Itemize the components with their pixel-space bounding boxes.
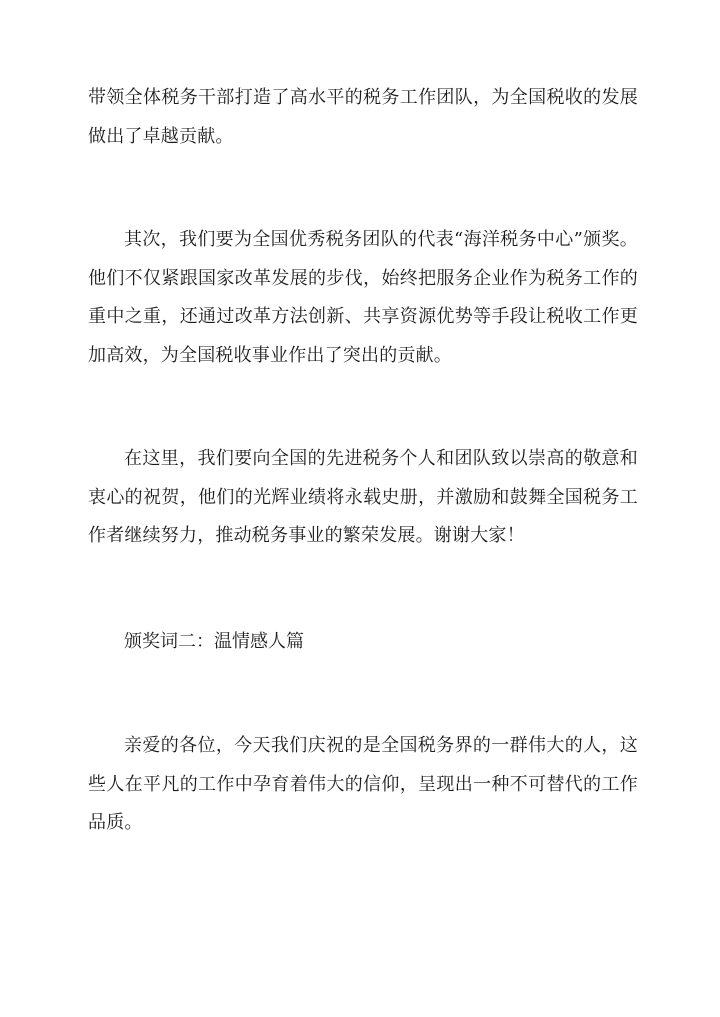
section-heading: 颁奖词二：温情感人篇 — [124, 631, 304, 652]
paragraph-continuation: 带领全体税务干部打造了高水平的税务工作团队，为全国税收的发展做出了卓越贡献。 — [88, 87, 638, 147]
paragraph-award-team: 其次，我们要为全国优秀税务团队的代表“海洋税务中心”颁奖。他们不仅紧跟国家改革发展的步伐，始终把服务企业作为税务工作的重中之重，还通过改革方法创新、共享资源优势等手段让税收工作更加高效，为全国税收事业作出了突出的贡献。 — [88, 229, 638, 366]
paragraph-opening: 亲爱的各位，今天我们庆祝的是全国税务界的一群伟大的人，这些人在平凡的工作中孕育着伟大的信仰，呈现出一种不可替代的工作品质。 — [88, 735, 638, 833]
paragraph-tribute: 在这里，我们要向全国的先进税务个人和团队致以崇高的敬意和衷心的祝贺，他们的光辉业绩将永载史册，并激励和鼓舞全国税务工作者继续努力，推动税务事业的繁荣发展。谢谢大家！ — [88, 448, 638, 546]
